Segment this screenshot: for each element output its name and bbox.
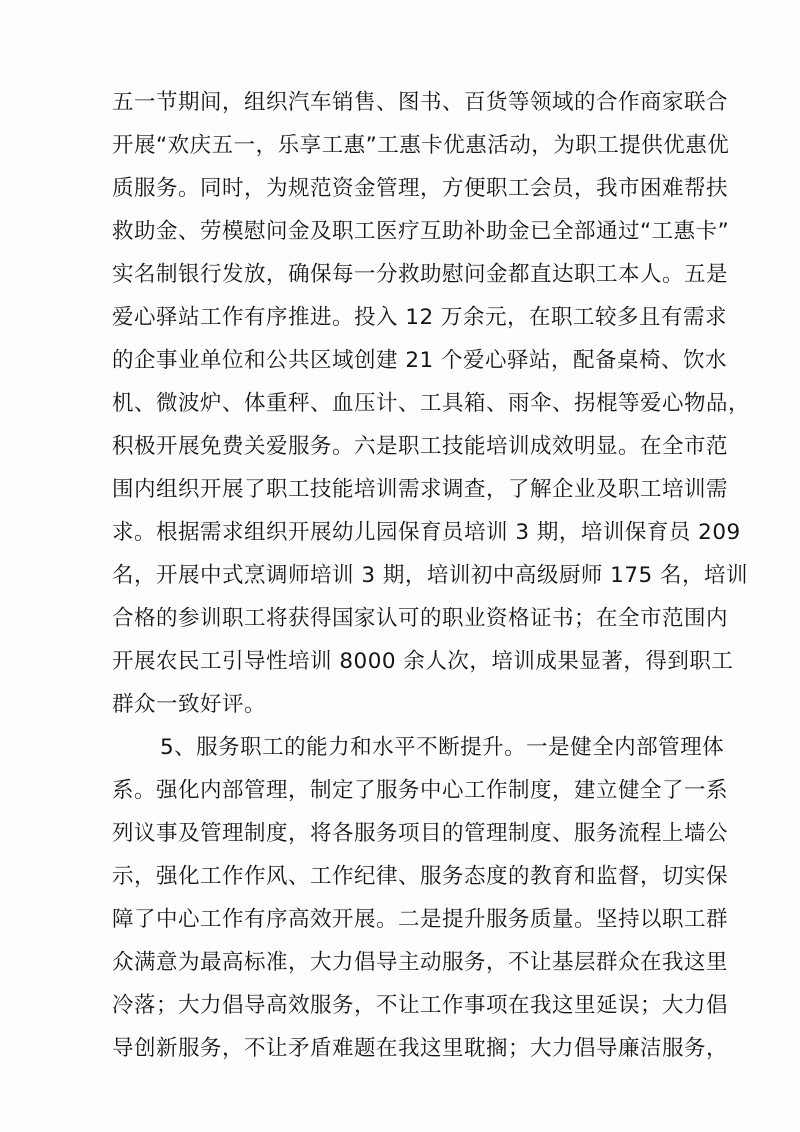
text-line: 开展农民工引导性培训 8000 余人次，培训成果显著，得到职工 [112,649,734,674]
text-line: 五一节期间，组织汽车销售、图书、百货等领域的合作商家联合 [112,90,729,115]
text-line: 导创新服务，不让矛盾难题在我这里耽搁；大力倡导廉洁服务， [112,1036,729,1061]
text-line: 机、微波炉、体重秤、血压计、工具箱、雨伞、拐棍等爱心物品， [112,391,751,416]
text-line: 众满意为最高标准，大力倡导主动服务，不让基层群众在我这里 [112,950,729,975]
text-line: 爱心驿站工作有序推进。投入 12 万余元，在职工较多且有需求 [112,305,728,330]
text-line: 围内组织开展了职工技能培训需求调查，了解企业及职工培训需 [112,477,729,502]
text-line: 救助金、劳模慰问金及职工医疗互助补助金已全部通过“工惠卡” [112,219,730,244]
text-line: 列议事及管理制度，将各服务项目的管理制度、服务流程上墙公 [112,821,729,846]
text-line: 名，开展中式烹调师培训 3 期，培训初中高级厨师 175 名，培训 [112,563,749,588]
text-line: 合格的参训职工将获得国家认可的职业资格证书；在全市范围内 [112,606,729,631]
text-line: 积极开展免费关爱服务。六是职工技能培训成效明显。在全市范 [112,434,729,459]
text-line: 质服务。同时，为规范资金管理，方便职工会员，我市困难帮扶 [112,176,729,201]
section-heading-line: 5、服务职工的能力和水平不断提升。一是健全内部管理体 [160,735,725,760]
text-line: 开展“欢庆五一，乐享工惠”工惠卡优惠活动，为职工提供优惠优 [112,133,730,158]
text-line: 障了中心工作有序高效开展。二是提升服务质量。坚持以职工群 [112,907,729,932]
text-line: 示，强化工作作风、工作纪律、服务态度的教育和监督，切实保 [112,864,729,889]
text-line: 冷落；大力倡导高效服务，不让工作事项在我这里延误；大力倡 [112,993,729,1018]
text-line: 求。根据需求组织开展幼儿园保育员培训 3 期，培训保育员 209 [112,520,741,545]
text-line: 系。强化内部管理，制定了服务中心工作制度，建立健全了一系 [112,778,729,803]
text-line: 群众一致好评。 [112,692,267,717]
text-line: 的企事业单位和公共区域创建 21 个爱心驿站，配备桌椅、饮水 [112,348,728,373]
text-line: 实名制银行发放，确保每一分救助慰问金都直达职工本人。五是 [112,262,729,287]
